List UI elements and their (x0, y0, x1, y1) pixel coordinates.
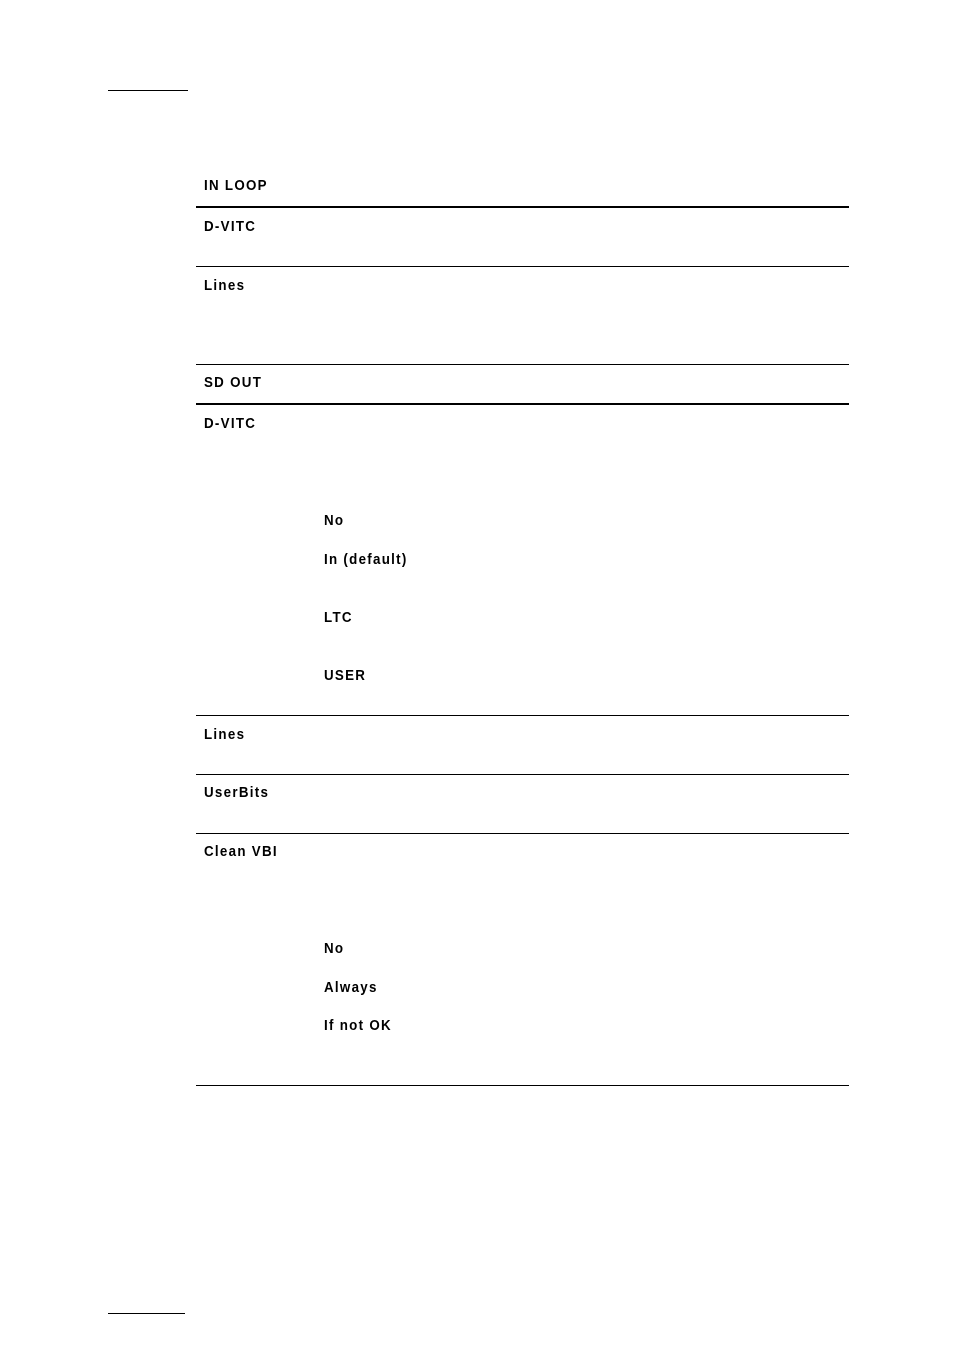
section-title-in-loop: IN LOOP (204, 178, 268, 194)
row-label-lines: Lines (204, 727, 246, 743)
section-divider (196, 206, 849, 208)
footer-rule (108, 1313, 185, 1314)
row-divider (196, 715, 849, 716)
table-bottom-rule (196, 1085, 849, 1086)
row-divider (196, 364, 849, 365)
option-label: If not OK (324, 1018, 392, 1034)
option-label: In (default) (324, 552, 408, 568)
row-divider (196, 266, 849, 267)
row-divider (196, 774, 849, 775)
option-label: No (324, 513, 345, 529)
row-label-d-vitc: D-VITC (204, 219, 257, 235)
section-divider (196, 403, 849, 405)
option-label: LTC (324, 610, 353, 626)
row-label-clean-vbi: Clean VBI (204, 844, 278, 860)
option-label: No (324, 941, 345, 957)
option-label: USER (324, 668, 367, 684)
row-divider (196, 833, 849, 834)
section-title-sd-out: SD OUT (204, 375, 263, 391)
row-label-d-vitc: D-VITC (204, 416, 257, 432)
option-label: Always (324, 980, 378, 996)
row-label-userbits: UserBits (204, 785, 270, 801)
row-label-lines: Lines (204, 278, 246, 294)
header-rule (108, 90, 188, 91)
